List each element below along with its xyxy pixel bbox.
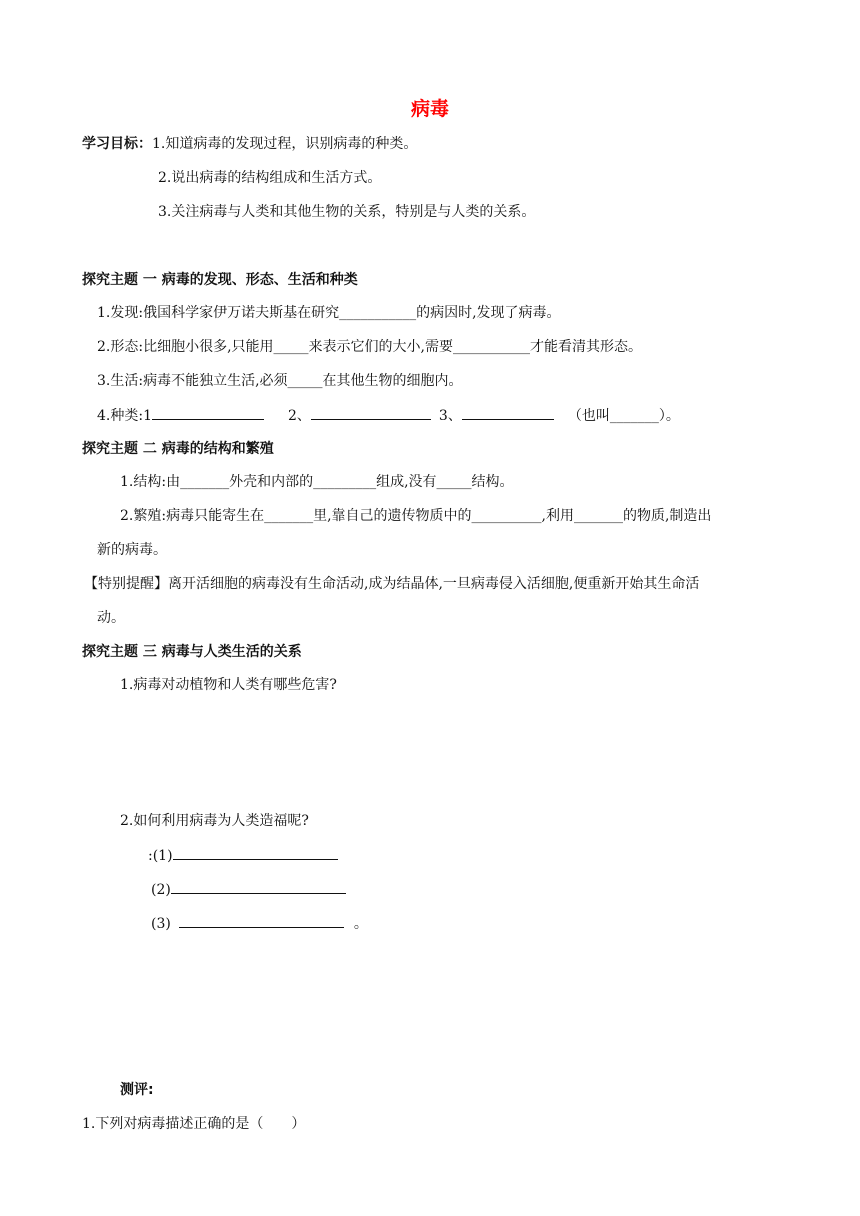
blank-line[interactable]: [152, 405, 264, 420]
objective-2: 2.说出病毒的结构组成和生活方式。: [158, 170, 382, 186]
assessment-label: 测评:: [120, 1082, 154, 1098]
objectives-row-1: [82, 134, 417, 154]
topic2-q2-line2: 新的病毒。: [97, 542, 167, 558]
page-title: 病毒: [410, 98, 449, 120]
blank-line[interactable]: [462, 405, 554, 420]
objective-3: 3.关注病毒与人类和其他生物的关系，特别是与人类的关系。: [158, 204, 536, 220]
topic1-q3: 3.生活:病毒不能独立生活,必须_____在其他生物的细胞内。: [97, 373, 463, 389]
topic3-q2: 2.如何利用病毒为人类造福呢?: [120, 813, 309, 829]
assessment-q1: 1.下列对病毒描述正确的是（ ）: [82, 1116, 306, 1132]
answer-1-label: :(1): [148, 848, 173, 864]
topic1-q4-end: （也叫_______）。: [567, 408, 680, 424]
topic1-heading: 探究主题 一 病毒的发现、形态、生活和种类: [82, 272, 358, 288]
blank-line[interactable]: [311, 405, 431, 420]
answer-row-2: [151, 879, 346, 900]
topic1-q1: 1.发现:俄国科学家伊万诺夫斯基在研究___________的病因时,发现了病毒。: [97, 305, 561, 321]
answer-3-blank[interactable]: [179, 913, 344, 928]
answer-2-label: (2): [151, 882, 171, 898]
special-note-line2: 动。: [97, 610, 125, 626]
answer-2-blank[interactable]: [171, 879, 346, 894]
topic1-q2: 2.形态:比细胞小很多,只能用_____来表示它们的大小,需要___________才能看清其形态。: [97, 339, 642, 355]
topic3-q1: 1.病毒对动植物和人类有哪些危害?: [120, 677, 337, 693]
topic1-q4-mid2: 3、: [438, 408, 462, 424]
topic2-heading: 探究主题 二 病毒的结构和繁殖: [82, 441, 274, 457]
objective-1: 1.知道病毒的发现过程，识别病毒的种类。: [152, 136, 418, 152]
topic2-q1: 1.结构:由_______外壳和内部的_________组成,没有_____结构。: [120, 474, 514, 490]
answer-1-blank[interactable]: [173, 845, 338, 860]
objectives-label: 学习目标：: [82, 136, 152, 152]
topic1-q4: [97, 405, 680, 426]
answer-3-end: 。: [353, 916, 368, 932]
topic3-heading: 探究主题 三 病毒与人类生活的关系: [82, 644, 302, 660]
topic1-q4-start: 4.种类:1: [97, 408, 152, 424]
topic1-q4-mid1: 2、: [287, 408, 311, 424]
answer-row-3: [151, 913, 368, 934]
answer-row-1: [148, 845, 338, 866]
special-note-line1: 【特别提醒】离开活细胞的病毒没有生命活动,成为结晶体,一旦病毒侵入活细胞,便重新开始其生命活: [84, 576, 700, 592]
answer-3-label: (3): [151, 916, 171, 932]
topic2-q2-line1: 2.繁殖:病毒只能寄生在_______里,靠自己的遗传物质中的__________,利用_______的物质,制造出: [120, 508, 712, 524]
